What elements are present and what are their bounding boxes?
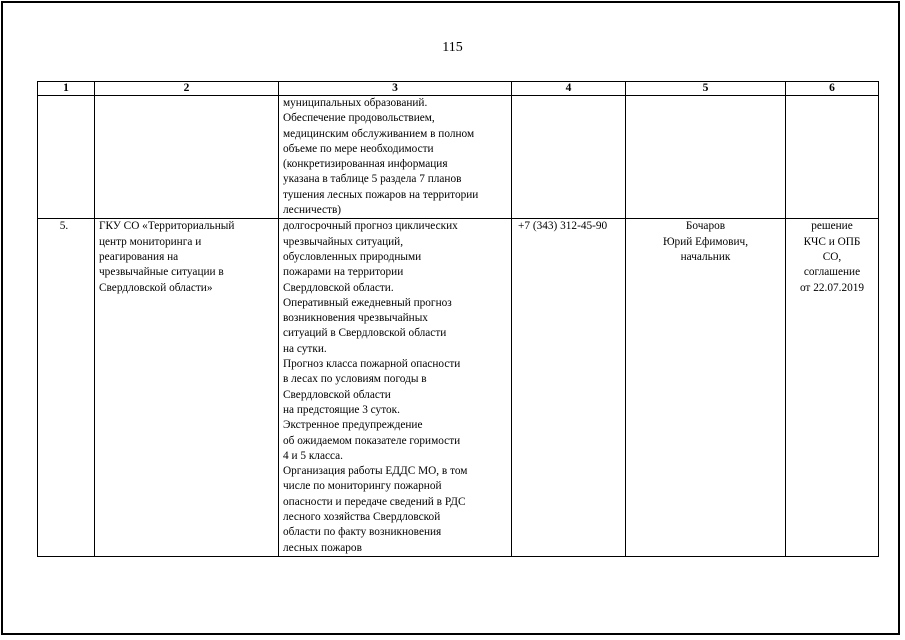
cell-line: указана в таблице 5 раздела 7 планов [283, 173, 462, 186]
basis-cell [786, 219, 879, 557]
cell-line: медицинским обслуживанием в полном [283, 127, 475, 140]
cell-line: обусловленных природными [283, 250, 422, 263]
contact-cell [626, 96, 786, 219]
cell-line: Бочаров [685, 220, 726, 233]
cell-line: решение [811, 220, 853, 233]
cell-line: на сутки. [283, 342, 327, 355]
cell-line: лесных пожаров [283, 541, 362, 554]
cell-line: начальник [680, 250, 731, 263]
cell-line: Свердловской области [283, 388, 391, 401]
cell-line: ситуаций в Свердловской области [283, 327, 447, 340]
row-number-cell [38, 96, 95, 219]
cell-line: КЧС и ОПБ [803, 235, 861, 248]
cell-line: муниципальных образований. [283, 97, 428, 109]
cell-line: реагирования на [99, 250, 179, 263]
cell-line: долгосрочный прогноз циклических [283, 220, 458, 233]
column-header-2: 2 [95, 82, 279, 96]
cell-line: (конкретизированная информация [283, 158, 448, 171]
column-header-1: 1 [38, 82, 95, 96]
cell-line: пожарами на территории [283, 266, 404, 279]
cell-line: ГКУ СО «Территориальный [99, 220, 235, 233]
cell-line: объеме по мере необходимости [283, 142, 434, 155]
cell-line: 4 и 5 класса. [283, 449, 343, 462]
cell-line: об ожидаемом показателе горимости [283, 434, 461, 447]
cell-line: Обеспечение продовольствием, [283, 112, 435, 125]
data-table [37, 81, 879, 557]
cell-line: Юрий Ефимович, [662, 235, 749, 248]
cell-line: от 22.07.2019 [799, 281, 865, 294]
cell-line: тушения лесных пожаров на территории [283, 188, 479, 201]
table-row [38, 219, 879, 557]
cell-line: Организация работы ЕДДС МО, в том [283, 465, 468, 478]
organization-cell [95, 219, 279, 557]
phone-cell: +7 (343) 312-45-90 [512, 219, 626, 557]
cell-line: лесного хозяйства Свердловской [283, 511, 441, 524]
activity-cell [279, 219, 512, 557]
header-row [38, 82, 879, 96]
cell-line: соглашение [803, 266, 861, 279]
page-number: 115 [442, 40, 463, 55]
cell-line: Экстренное предупреждение [283, 419, 423, 432]
cell-line: чрезвычайных ситуаций, [283, 235, 404, 248]
cell-line: на предстоящие 3 суток. [283, 403, 400, 416]
cell-line: лесничеств) [283, 204, 342, 217]
cell-line: Свердловской области» [99, 281, 213, 294]
cell-line: опасности и передаче сведений в РДС [283, 495, 466, 508]
column-header-6: 6 [786, 82, 879, 96]
cell-line: чрезвычайные ситуации в [99, 266, 224, 279]
cell-line: СО, [822, 250, 842, 263]
column-header-5: 5 [626, 82, 786, 96]
cell-line: Оперативный ежедневный прогноз [283, 296, 452, 309]
table-row [38, 96, 879, 219]
cell-line: Прогноз класса пожарной опасности [283, 358, 461, 371]
contact-cell [626, 219, 786, 557]
cell-line: области по факту возникновения [283, 526, 442, 539]
column-header-3: 3 [279, 82, 512, 96]
cell-line: центр мониторинга и [99, 235, 202, 248]
cell-line: числе по мониторингу пожарной [283, 480, 442, 493]
cell-line: Свердловской области. [283, 281, 394, 294]
cell-line: в лесах по условиям погоды в [283, 373, 427, 386]
column-header-4: 4 [512, 82, 626, 96]
row-number-cell: 5. [38, 219, 95, 557]
phone-cell [512, 96, 626, 219]
activity-cell [279, 96, 512, 219]
basis-cell [786, 96, 879, 219]
cell-line: возникновения чрезвычайных [283, 312, 428, 325]
organization-cell [95, 96, 279, 219]
